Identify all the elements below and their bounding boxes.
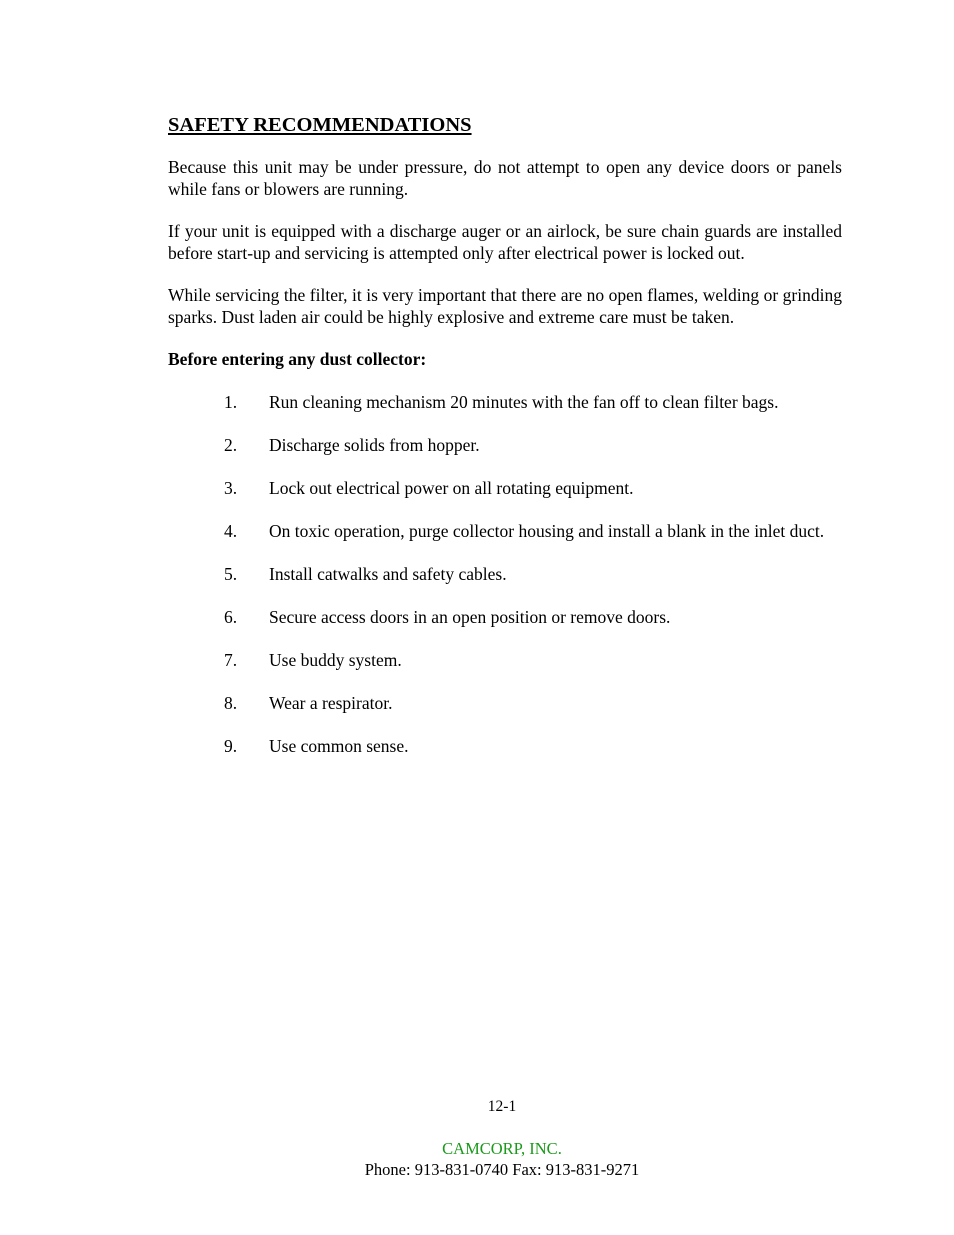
list-item bbox=[168, 392, 842, 414]
list-item bbox=[168, 693, 842, 715]
paragraph-chain-guards: If your unit is equipped with a discharge auger or an airlock, be sure chain guards are installed before start-up and servicing is attempted only after electrical power is locked out. bbox=[168, 221, 842, 263]
step-text: Use common sense. bbox=[269, 735, 409, 756]
list-item bbox=[168, 435, 842, 457]
list-item bbox=[168, 607, 842, 629]
list-item bbox=[168, 564, 842, 586]
step-text: Discharge solids from hopper. bbox=[269, 434, 480, 455]
step-number: 7. bbox=[224, 649, 238, 670]
list-item bbox=[168, 521, 842, 543]
step-text: Secure access doors in an open position or remove doors. bbox=[269, 606, 671, 627]
step-number: 2. bbox=[224, 434, 238, 455]
list-item bbox=[168, 736, 842, 758]
step-text: Install catwalks and safety cables. bbox=[269, 563, 507, 584]
step-number: 6. bbox=[224, 606, 238, 627]
step-text: On toxic operation, purge collector housing and install a blank in the inlet duct. bbox=[269, 520, 825, 541]
paragraph-explosive-dust: While servicing the filter, it is very important that there are no open flames, welding or grinding sparks. Dust laden air could be highly explosive and extreme care must be taken. bbox=[168, 285, 842, 327]
paragraph-pressure-warning: Because this unit may be under pressure, do not attempt to open any device doors or panels while fans or blowers are running. bbox=[168, 157, 842, 199]
section-subheading: Before entering any dust collector: bbox=[168, 349, 427, 369]
company-name: CAMCORP, INC. bbox=[442, 1139, 562, 1158]
step-number: 9. bbox=[224, 735, 238, 756]
step-text: Wear a respirator. bbox=[269, 692, 393, 713]
step-text: Run cleaning mechanism 20 minutes with the fan off to clean filter bags. bbox=[269, 391, 779, 412]
step-number: 1. bbox=[224, 391, 238, 412]
page-title: SAFETY RECOMMENDATIONS bbox=[168, 114, 472, 136]
step-number: 8. bbox=[224, 692, 238, 713]
list-item bbox=[168, 478, 842, 500]
page-footer bbox=[0, 1138, 954, 1180]
step-text: Use buddy system. bbox=[269, 649, 402, 670]
list-item bbox=[168, 650, 842, 672]
safety-steps-list bbox=[168, 392, 842, 758]
step-text: Lock out electrical power on all rotating equipment. bbox=[269, 477, 634, 498]
step-number: 5. bbox=[224, 563, 238, 584]
page-number: 12-1 bbox=[487, 1098, 517, 1115]
step-number: 3. bbox=[224, 477, 238, 498]
page-content bbox=[168, 113, 842, 779]
step-number: 4. bbox=[224, 520, 238, 541]
contact-info: Phone: 913-831-0740 Fax: 913-831-9271 bbox=[364, 1160, 640, 1179]
